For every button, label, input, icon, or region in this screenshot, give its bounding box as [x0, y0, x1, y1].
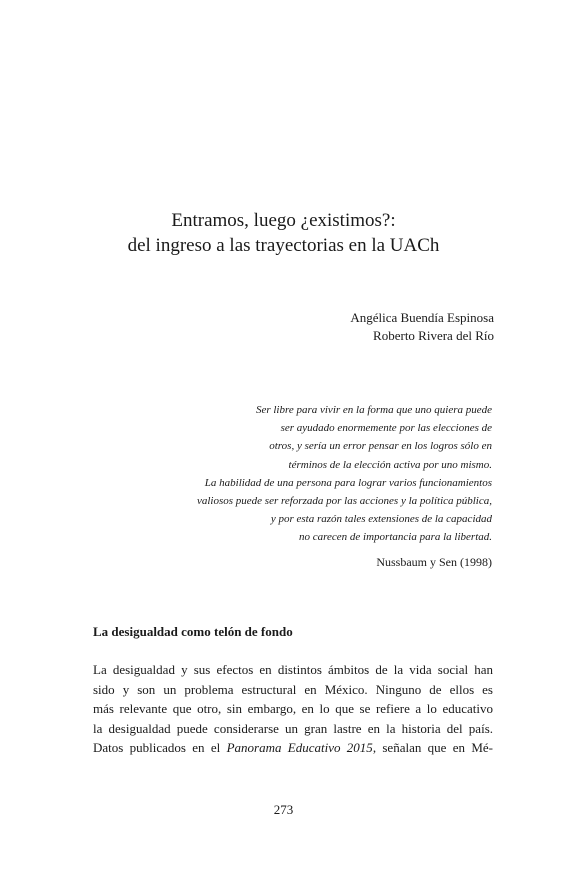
author-1: Angélica Buendía Espinosa — [350, 310, 494, 325]
body-line-5-pre: Datos publicados en el — [93, 740, 227, 755]
epigraph-line-2: ser ayudado enormemente por las elecciones de — [280, 422, 492, 435]
epigraph-line-1: Ser libre para vivir en la forma que uno quiera puede — [255, 404, 492, 416]
body-line-4: la desigualdad puede considerarse un gran lastre en la historia del país. — [93, 720, 493, 736]
epigraph-source: Nussbaum y Sen (1998) — [376, 555, 492, 569]
body-line-5 — [93, 738, 493, 758]
section-heading: La desigualdad como telón de fondo — [93, 624, 293, 639]
epigraph-line-8: no carecen de importancia para la libertad. — [299, 531, 492, 544]
epigraph-line-4: términos de la elección activa por uno mismo. — [288, 458, 492, 471]
epigraph-line-7: y por esta razón tales extensiones de la capacidad — [270, 513, 492, 526]
chapter-title-line-1: Entramos, luego ¿existimos?: — [171, 210, 396, 231]
body-line-5-italic: Panorama Educativo 2015 — [226, 740, 373, 755]
epigraph-line-5: La habilidad de una persona para lograr varios funcionamientos — [204, 476, 492, 489]
body-line-3: más relevante que otro, sin embargo, en lo que se refiere a lo educativo — [93, 701, 493, 716]
chapter-title — [0, 208, 567, 258]
epigraph-line-3: otros, y sería un error pensar en los logros sólo en — [269, 440, 492, 453]
chapter-title-line-2: del ingreso a las trayectorias en la UACh — [127, 235, 440, 256]
author-2: Roberto Rivera del Río — [373, 328, 494, 343]
body-line-2: sido y son un problema estructural en México. Ninguno de ellos es — [93, 681, 493, 697]
page-number: 273 — [273, 802, 294, 817]
epigraph-line-6: valiosos puede ser reforzada por las acciones y la política pública, — [196, 495, 492, 508]
body-line-1: La desigualdad y sus efectos en distintos ámbitos de la vida social han — [93, 662, 493, 677]
body-line-5-post: , señalan que en Mé- — [372, 740, 494, 755]
authors — [350, 309, 494, 345]
body-paragraph — [93, 660, 493, 758]
epigraph — [197, 401, 492, 547]
